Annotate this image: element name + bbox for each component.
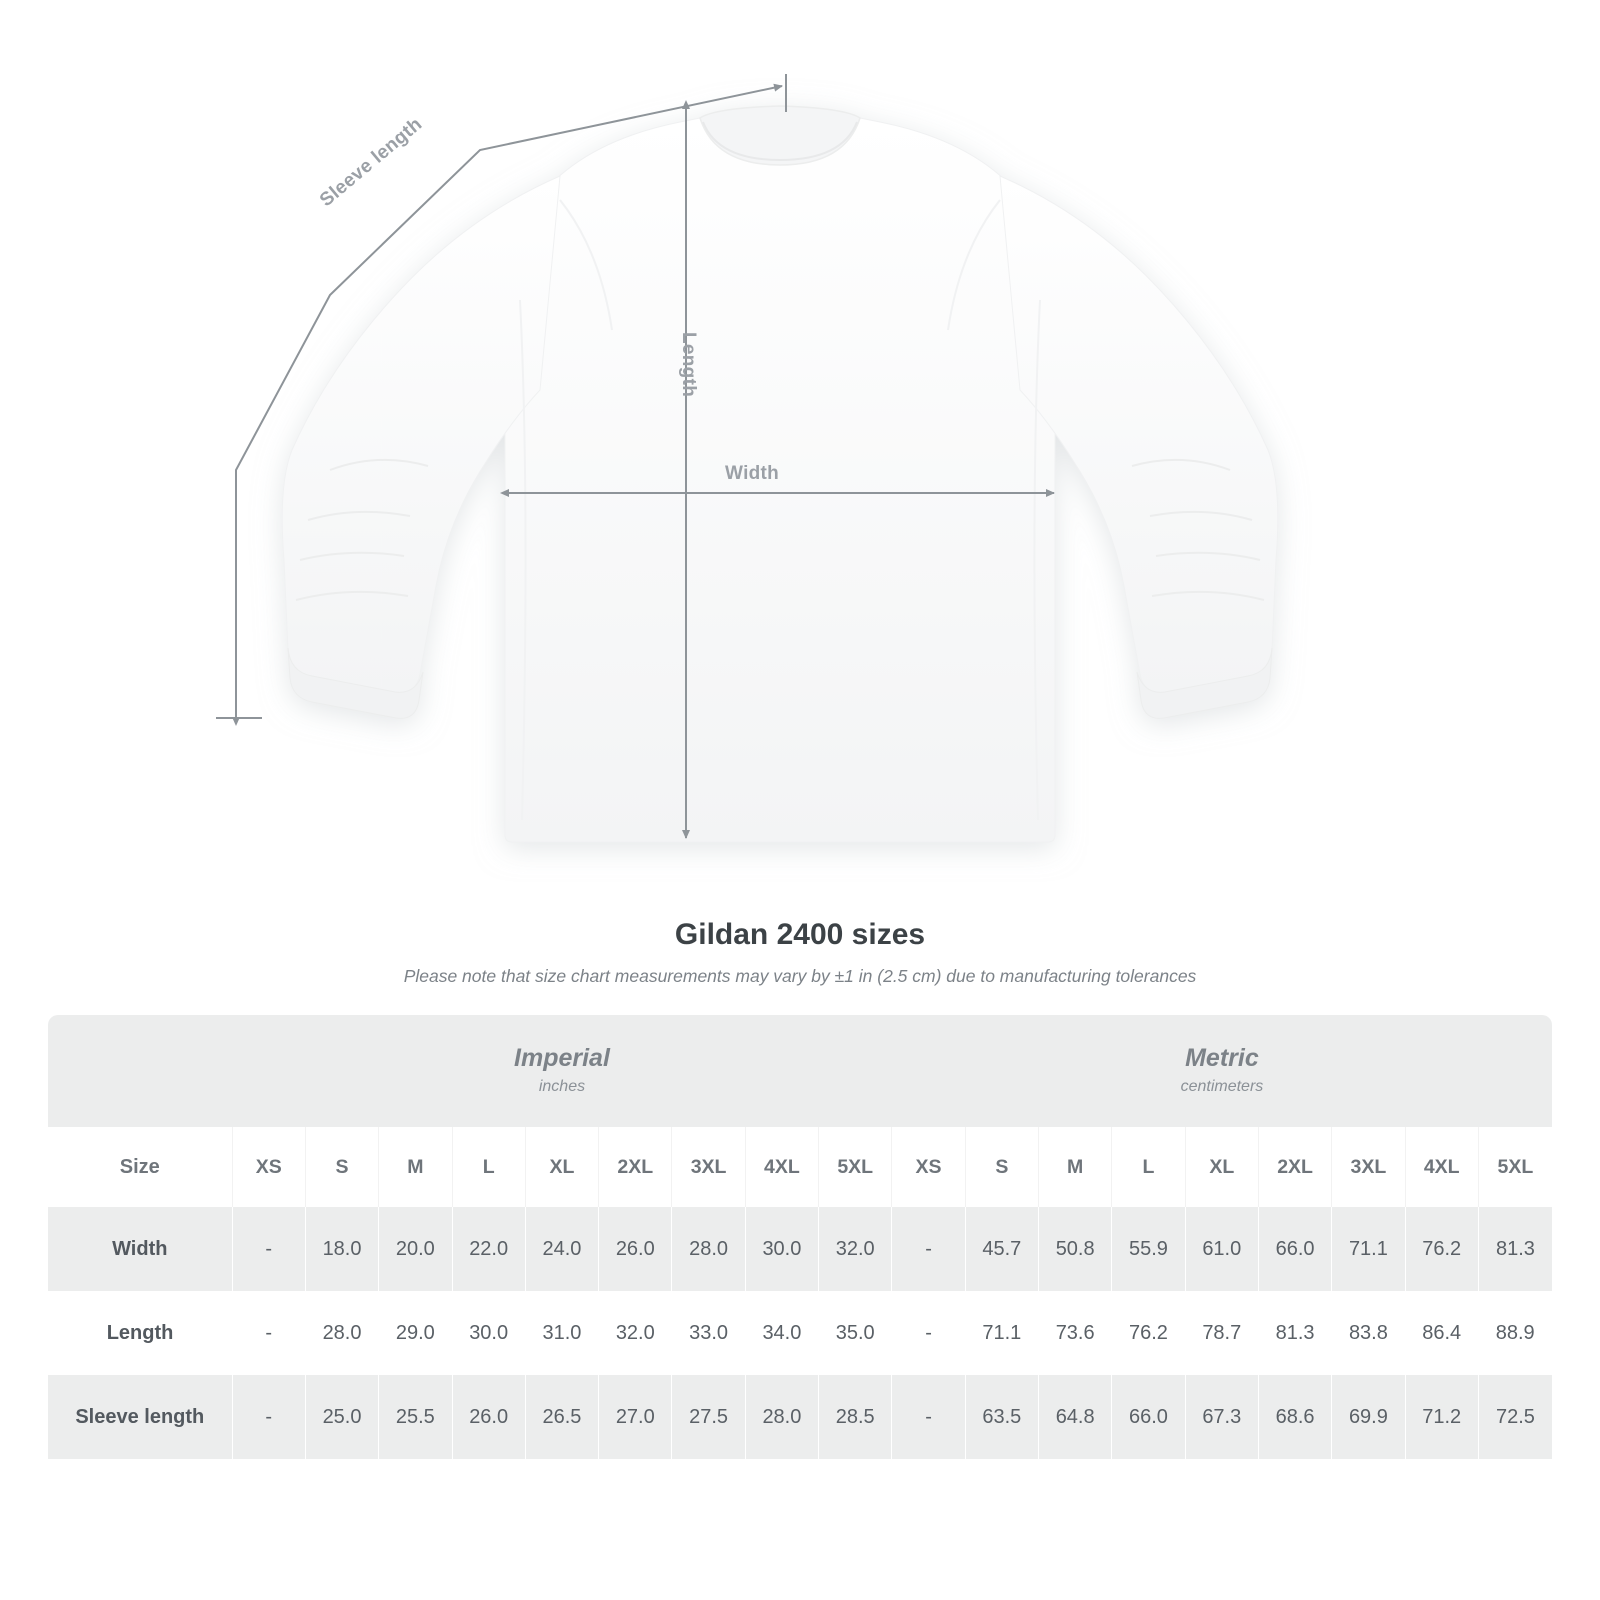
page-title: Gildan 2400 sizes bbox=[674, 918, 926, 951]
unit-sub-metric: centimeters bbox=[1180, 1077, 1264, 1095]
cell-length-metric-xs: - bbox=[892, 1291, 965, 1375]
sleeve-length-label: Sleeve length bbox=[316, 113, 427, 212]
tolerance-note: Please note that size chart measurements may vary by ±1 in (2.5 cm) due to manufacturing tolerances bbox=[403, 966, 1197, 986]
unit-name-imperial: Imperial bbox=[514, 1043, 610, 1072]
cell-width-imperial-xl: 24.0 bbox=[525, 1207, 598, 1291]
cell-sleeve-imperial-2xl: 27.0 bbox=[599, 1375, 672, 1459]
cell-width-metric-3xl: 71.1 bbox=[1332, 1207, 1405, 1291]
length-label: Length bbox=[678, 332, 699, 398]
size-header-imperial-4xl: 4XL bbox=[745, 1127, 818, 1207]
size-header-metric-xs: XS bbox=[892, 1127, 965, 1207]
cell-length-imperial-2xl: 32.0 bbox=[599, 1291, 672, 1375]
cell-width-imperial-4xl: 30.0 bbox=[745, 1207, 818, 1291]
cell-sleeve-metric-xl: 67.3 bbox=[1185, 1375, 1258, 1459]
cell-width-imperial-s: 18.0 bbox=[305, 1207, 378, 1291]
cell-sleeve-imperial-4xl: 28.0 bbox=[745, 1375, 818, 1459]
size-header-metric-xl: XL bbox=[1185, 1127, 1258, 1207]
cell-width-imperial-3xl: 28.0 bbox=[672, 1207, 745, 1291]
cell-width-metric-2xl: 66.0 bbox=[1258, 1207, 1331, 1291]
cell-length-imperial-5xl: 35.0 bbox=[819, 1291, 892, 1375]
row-label-width: Width bbox=[48, 1207, 232, 1291]
cell-width-imperial-m: 20.0 bbox=[379, 1207, 452, 1291]
cell-length-imperial-s: 28.0 bbox=[305, 1291, 378, 1375]
width-label: Width bbox=[725, 463, 780, 484]
unit-name-metric: Metric bbox=[1185, 1043, 1259, 1072]
size-header-imperial-s: S bbox=[305, 1127, 378, 1207]
cell-sleeve-imperial-xl: 26.5 bbox=[525, 1375, 598, 1459]
cell-length-metric-xl: 78.7 bbox=[1185, 1291, 1258, 1375]
cell-length-imperial-xl: 31.0 bbox=[525, 1291, 598, 1375]
cell-length-imperial-l: 30.0 bbox=[452, 1291, 525, 1375]
cell-sleeve-imperial-m: 25.5 bbox=[379, 1375, 452, 1459]
cell-width-metric-l: 55.9 bbox=[1112, 1207, 1185, 1291]
size-header-metric-l: L bbox=[1112, 1127, 1185, 1207]
size-header-imperial-5xl: 5XL bbox=[819, 1127, 892, 1207]
cell-sleeve-metric-3xl: 69.9 bbox=[1332, 1375, 1405, 1459]
unit-header-imperial bbox=[232, 1015, 892, 1127]
unit-header-metric bbox=[892, 1015, 1552, 1127]
unit-header-row bbox=[48, 1015, 1552, 1127]
row-label-length: Length bbox=[48, 1291, 232, 1375]
size-header-row bbox=[48, 1127, 1552, 1207]
cell-length-metric-4xl: 86.4 bbox=[1405, 1291, 1478, 1375]
size-header-metric-2xl: 2XL bbox=[1258, 1127, 1331, 1207]
cell-sleeve-metric-5xl: 72.5 bbox=[1478, 1375, 1552, 1459]
cell-sleeve-imperial-3xl: 27.5 bbox=[672, 1375, 745, 1459]
cell-length-metric-s: 71.1 bbox=[965, 1291, 1038, 1375]
table-row-sleeve-length bbox=[48, 1375, 1552, 1459]
size-header-imperial-2xl: 2XL bbox=[599, 1127, 672, 1207]
cell-sleeve-metric-l: 66.0 bbox=[1112, 1375, 1185, 1459]
size-header-metric-4xl: 4XL bbox=[1405, 1127, 1478, 1207]
cell-sleeve-metric-s: 63.5 bbox=[965, 1375, 1038, 1459]
cell-length-metric-l: 76.2 bbox=[1112, 1291, 1185, 1375]
size-header-label: Size bbox=[48, 1127, 232, 1207]
size-table-wrapper bbox=[48, 1015, 1552, 1459]
cell-width-imperial-l: 22.0 bbox=[452, 1207, 525, 1291]
cell-sleeve-metric-2xl: 68.6 bbox=[1258, 1375, 1331, 1459]
size-header-imperial-xs: XS bbox=[232, 1127, 305, 1207]
table-row-width bbox=[48, 1207, 1552, 1291]
cell-sleeve-imperial-l: 26.0 bbox=[452, 1375, 525, 1459]
cell-width-metric-m: 50.8 bbox=[1039, 1207, 1112, 1291]
cell-width-imperial-5xl: 32.0 bbox=[819, 1207, 892, 1291]
size-header-imperial-m: M bbox=[379, 1127, 452, 1207]
cell-length-imperial-m: 29.0 bbox=[379, 1291, 452, 1375]
cell-sleeve-metric-xs: - bbox=[892, 1375, 965, 1459]
cell-length-metric-3xl: 83.8 bbox=[1332, 1291, 1405, 1375]
size-header-imperial-3xl: 3XL bbox=[672, 1127, 745, 1207]
unit-sub-imperial: inches bbox=[538, 1077, 586, 1095]
cell-length-metric-2xl: 81.3 bbox=[1258, 1291, 1331, 1375]
unit-header-spacer bbox=[48, 1015, 232, 1127]
size-header-metric-s: S bbox=[965, 1127, 1038, 1207]
cell-length-metric-5xl: 88.9 bbox=[1478, 1291, 1552, 1375]
cell-length-imperial-xs: - bbox=[232, 1291, 305, 1375]
cell-length-metric-m: 73.6 bbox=[1039, 1291, 1112, 1375]
size-header-metric-3xl: 3XL bbox=[1332, 1127, 1405, 1207]
cell-sleeve-imperial-s: 25.0 bbox=[305, 1375, 378, 1459]
size-header-metric-m: M bbox=[1039, 1127, 1112, 1207]
cell-length-imperial-3xl: 33.0 bbox=[672, 1291, 745, 1375]
cell-width-metric-5xl: 81.3 bbox=[1478, 1207, 1552, 1291]
size-chart-table bbox=[48, 1015, 1552, 1459]
cell-width-metric-xs: - bbox=[892, 1207, 965, 1291]
cell-width-metric-s: 45.7 bbox=[965, 1207, 1038, 1291]
size-header-metric-5xl: 5XL bbox=[1478, 1127, 1552, 1207]
size-header-imperial-xl: XL bbox=[525, 1127, 598, 1207]
cell-length-imperial-4xl: 34.0 bbox=[745, 1291, 818, 1375]
cell-width-metric-xl: 61.0 bbox=[1185, 1207, 1258, 1291]
cell-sleeve-metric-m: 64.8 bbox=[1039, 1375, 1112, 1459]
cell-width-imperial-2xl: 26.0 bbox=[599, 1207, 672, 1291]
size-chart-heading bbox=[0, 918, 1600, 987]
cell-sleeve-imperial-xs: - bbox=[232, 1375, 305, 1459]
cell-sleeve-imperial-5xl: 28.5 bbox=[819, 1375, 892, 1459]
cell-width-imperial-xs: - bbox=[232, 1207, 305, 1291]
row-label-sleeve-length: Sleeve length bbox=[48, 1375, 232, 1459]
size-header-imperial-l: L bbox=[452, 1127, 525, 1207]
cell-width-metric-4xl: 76.2 bbox=[1405, 1207, 1478, 1291]
shirt-shape bbox=[282, 106, 1278, 842]
table-row-length bbox=[48, 1291, 1552, 1375]
cell-sleeve-metric-4xl: 71.2 bbox=[1405, 1375, 1478, 1459]
